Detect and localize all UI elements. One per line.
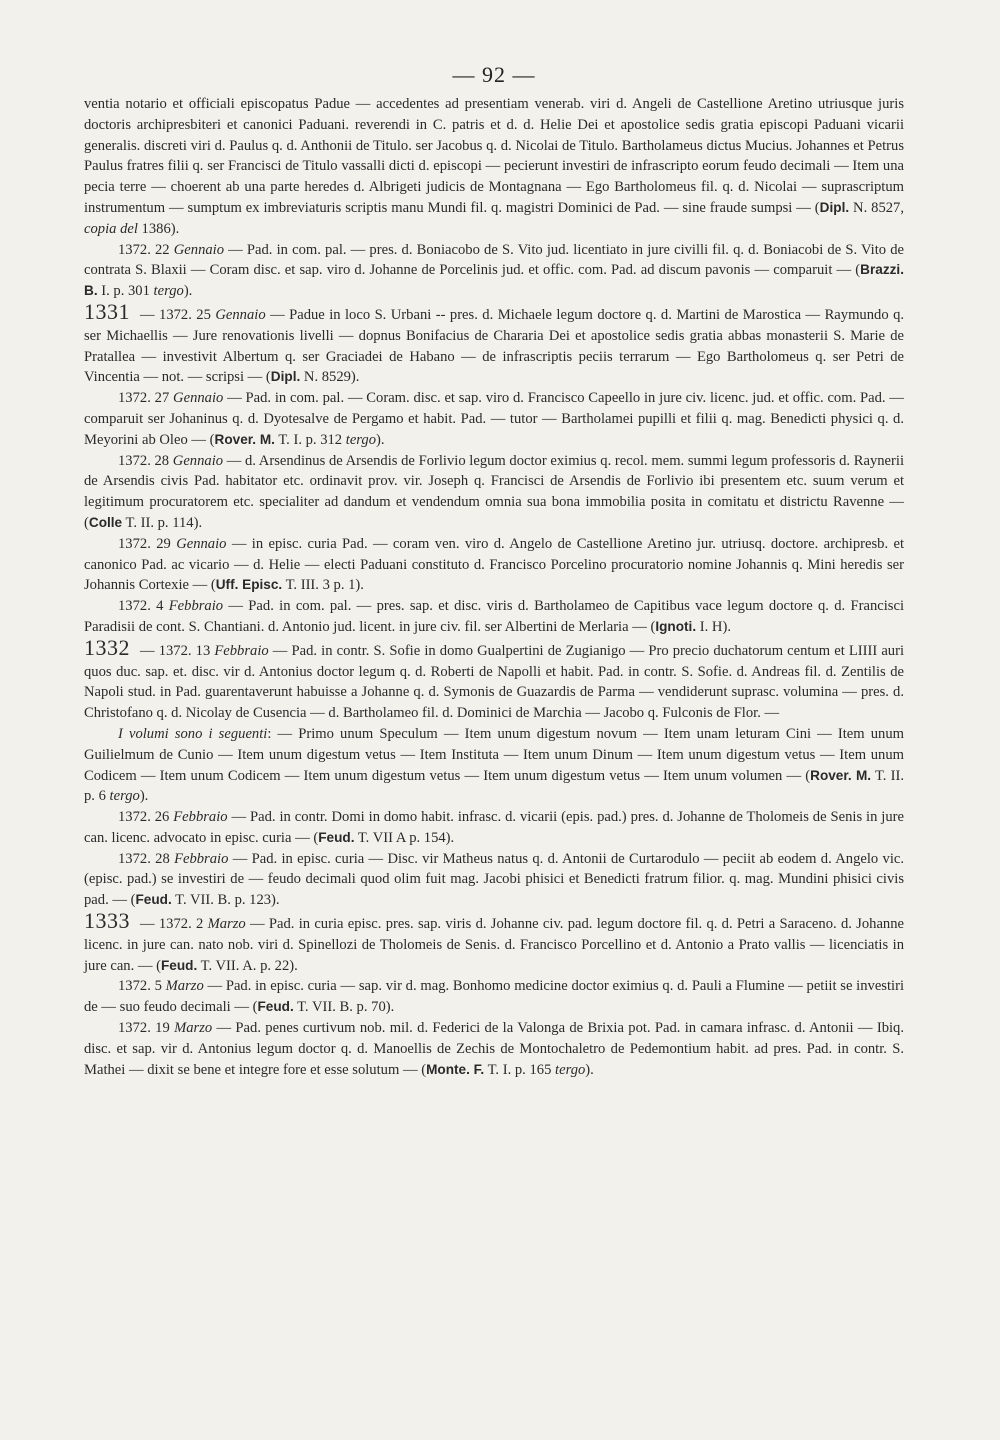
paragraph	[84, 976, 904, 1018]
text-run: ).	[183, 283, 193, 300]
paragraph	[84, 807, 904, 849]
text-run: 1372. 4	[118, 598, 169, 615]
italic-text: Febbraio	[214, 642, 269, 659]
paragraph	[84, 1018, 904, 1080]
italic-text: tergo	[345, 431, 377, 448]
text-run: ).	[376, 431, 385, 448]
paragraph	[84, 596, 904, 638]
document-number: 1333	[84, 908, 130, 934]
text-run: — Pad. in com. pal. — pres. sap. et disc. viris d. Bartholameo de Capitibus vace legum doctore q. d. Francisci Paradisii de cont. S. Chantiani. d. Antonio jud. licent. in jure civ. fil. ser Albertini de Merlaria — (	[84, 598, 904, 635]
text-run: — 1372. 25	[140, 306, 216, 323]
text-run: N. 8527,	[849, 199, 904, 216]
text-run: I. H).	[696, 618, 731, 635]
italic-text: Marzo	[165, 978, 204, 995]
italic-text: Febbraio	[168, 598, 224, 615]
numbered-entry	[84, 908, 904, 976]
text-run: — Pad. in com. pal. — Coram. disc. et sap. viro d. Francisco Capeello in jure civ. licenc. jud. et offic. com. Pad. — comparuit ser Johaninus q. d. Dyotesalve de Pergamo et habit. Pad. — tutor — Bartholamei pupilli et filii q. mag. Benedicti physici q. d. Meyorini ab Oleo — (	[84, 390, 904, 448]
archive-reference: Rover. M.	[214, 431, 275, 447]
archive-reference: Feud.	[161, 957, 198, 973]
italic-text: Gennaio	[172, 452, 224, 469]
text-run: — in episc. curia Pad. — coram ven. viro d. Angelo de Castellione Aretino jur. utriusq. doctore. archipresb. et canonico Pad. ac vicario — d. Helie — electi Paduani constituto d. Francisco Porcelino procuratorio nomine Johannis q. Mini heredis ser Johannis Cortexie — (	[84, 535, 904, 594]
archive-reference: Brazzi. B.	[84, 262, 904, 299]
italic-text: Gennaio	[173, 390, 224, 407]
text-run: — Pad. in curia episc. pres. sap. viris d. Johanne civ. pad. legum doctore fil. q. d. Petri a Saraceno. d. Johanne licenc. in jure can. nato nob. viri d. Spinellozi de Tholomeis de Senis. d. Francisco Porcellino et d. Antonio a Prato vallis — licenciatis in jure can. — (	[84, 916, 904, 974]
text-run: — 1372. 2	[140, 916, 208, 933]
text-run: 1372. 29	[118, 535, 177, 552]
text-run: ).	[585, 1061, 594, 1078]
archive-reference: Feud.	[135, 892, 172, 908]
paragraph	[84, 94, 904, 240]
italic-text: copia del	[84, 220, 138, 237]
text-run: T. I. p. 312	[274, 431, 346, 448]
archive-reference: Monte. F.	[426, 1061, 485, 1077]
document-number: 1332	[84, 634, 130, 660]
text-run: 1386).	[137, 220, 180, 237]
text-run: 1372. 28	[118, 452, 173, 469]
archive-reference: Dipl.	[819, 199, 850, 215]
italic-text: Marzo	[207, 916, 246, 933]
text-run: N. 8529).	[300, 369, 360, 386]
italic-text: Febbraio	[173, 809, 228, 826]
archive-reference: Rover. M.	[810, 767, 872, 783]
italic-text: I volumi sono i seguenti	[118, 725, 268, 742]
text-run: 1372. 28	[118, 850, 175, 867]
text-run: — Pad. in contr. S. Sofie in domo Gualpertini de Zugianigo — Pro precio duchatorum centum et LIIII auri quos duc. sap. et. disc. vir d. Antonius doctor legum q. d. Roberti de Napolli et habit. Pad. in contr. S. Sofie. d. Andreas fil. d. Zentilis de Napoli stud. in Pad. guarentaverunt habuisse a Johanne q. d. Symonis de Guazardis de Parma — vendiderunt suprasc. volumina — pres. d. Christofano q. d. Nicolay de Cusencia — d. Bartholameo fil. d. Dominici de Marchia — Jacobo q. Fulconis de Flor. —	[84, 642, 905, 722]
text-run: T. VII. B. p. 123).	[171, 892, 280, 909]
text-run: T. VII. A. p. 22).	[197, 957, 298, 974]
text-run: 1372. 19	[118, 1020, 175, 1037]
italic-text: Gennaio	[173, 241, 225, 258]
archive-reference: Feud.	[318, 829, 355, 845]
document-body	[84, 94, 904, 1080]
page-number: — 92 —	[452, 62, 536, 87]
archive-reference: Uff. Episc.	[215, 577, 283, 593]
text-run: — Pad. penes curtivum nob. mil. d. Federici de la Valonga de Brixia pot. Pad. in camara infrasc. d. Antonii — Ibiq. disc. et sap. vir d. Antonius legum doctor q. d. Manoellis de Zechis de Montochaletro de Pedemontium habit. ad pres. Pad. in contr. S. Mathei — dixit se bene et integre fore et esse solutum — (	[84, 1020, 904, 1078]
italic-text: Gennaio	[176, 535, 227, 552]
text-run: — Pad. in contr. Domi in domo habit. infrasc. d. vicarii (epis. pad.) pres. d. Johanne de Tholomeis de Senis in jure can. licenc. advocato in episc. curia — (	[84, 809, 904, 846]
archive-reference: Feud.	[257, 999, 294, 1015]
text-run: 1372. 27	[118, 390, 174, 407]
text-run: T. VII A p. 154).	[354, 829, 455, 846]
text-run: — Pad. in com. pal. — pres. d. Boniacobo de S. Vito jud. licentiato in jure civilli fil. q. d. Boniacobi de S. Vito de contrata S. Blaxii — Coram disc. et sap. viro d. Johanne de Porcelinis jud. et offic. com. Pad. ad discum pavonis — comparuit — (	[84, 241, 904, 279]
numbered-entry	[84, 298, 905, 388]
paragraph	[84, 849, 904, 911]
italic-text: Marzo	[174, 1020, 213, 1037]
document-number: 1331	[84, 298, 130, 324]
text-run: T. II. p. 6	[84, 767, 904, 805]
paragraph	[84, 388, 904, 450]
text-run: — d. Arsendinus de Arsendis de Forlivio legum doctor eximius q. recol. mem. summi legum professoris d. Raynerii de Arsendis civis Pad. habitator etc. ordinavit prov. vir. Joseph q. Francisci de Arsendis de Forlivio ibi presentem etc. suum verum et legitimum procuratorem etc. specialiter ad dandum et vendendum omnia sua bona immobilia posita in comitatu et districtu Ravenne — (	[84, 452, 905, 531]
numbered-entry	[84, 634, 905, 724]
italic-text: Gennaio	[215, 306, 266, 323]
text-run: — Pad. in episc. curia — sap. vir d. mag. Bonhomo medicine doctor eximius q. d. Pauli a Flumine — petiit se investiri de — suo feudo decimali — (	[84, 978, 904, 1016]
italic-text: tergo	[153, 283, 184, 300]
archive-reference: Colle	[88, 514, 123, 530]
paragraph	[84, 534, 904, 596]
text-run: T. I. p. 165	[484, 1061, 556, 1078]
archive-reference: Dipl.	[270, 369, 301, 385]
text-run: T. III. 3 p. 1).	[282, 577, 364, 594]
text-run: T. VII. B. p. 70).	[293, 999, 395, 1016]
italic-text: tergo	[555, 1061, 586, 1078]
text-run: — Pad. in episc. curia — Disc. vir Matheus natus q. d. Antonii de Curtarodulo — peciit ab eodem d. Angelo vic. (episc. pad.) se investiri de — feudo decimali quod olim fuit mag. Jacobi phisici et Benedicti fratrum filior. q. mag. Mundini phisici civis pad. — (	[84, 850, 905, 909]
text-run: ventia notario et officiali episcopatus Padue — accedentes ad presentiam venerab. viri d. Angeli de Castellione Aretino utriusque juris doctoris archipresbiteri et canonici Paduani. reverendi in C. patris et d. d. Helie Dei et apostolice sedis gratia episcopi Paduani vicarii generalis. discreti viri d. Paulus q. d. Anthonii de Titulo. ser Jacobus q. d. Nicolai de Titulo. Bartholameus dictus Mucius. Johannes et Petrus Paulus fratres filii q. ser Francisci de Titulo vassalli dicti d. episcopi — pecierunt investiri de infrascripto eorum feudo decimali — Item una pecia terre — choerent ab una parte heredes d. Albrigeti judicis de Montagnana — Ego Bartholomeus fil. q. d. Nicolai — suprascriptum instrumentum — sumptum ex imbreviaturis scriptis manu Mundi fil. q. magistri Dominici de Pad. — sine fraude sumpsi — (	[84, 96, 904, 216]
text-run: — 1372. 13	[140, 642, 215, 659]
text-run: 1372. 26	[118, 809, 174, 826]
italic-text: Febbraio	[174, 850, 229, 867]
paragraph	[84, 240, 904, 302]
archive-reference: Ignoti.	[655, 618, 697, 634]
text-run: I. p. 301	[97, 283, 154, 300]
text-run: — Padue in loco S. Urbani -- pres. d. Michaele legum doctore q. d. Martini de Marostica — Raymundo q. ser Michaellis — Jure renovationis livelli — dopnus Bonifacius de Chararia Dei et apostolice sedis gratia abbas monasterii S. Marie de Pratallea — investivit Albertum q. ser Graciadei de Habano — de infrascriptis peciis terrarum — Ego Bartholomeus q. ser Petri de Vincentia — not. — scripsi — (	[84, 306, 905, 386]
text-run: : — Primo unum Speculum — Item unum digestum novum — Item unam leturam Cini — Item unum Guilielmum de Cunio — Item unum digestum vetus — Item Institutа — Item unum Dinum — Item unum digestum vetus — Item unum Codicem — Item unum Codicem — Item unum digestum vetus — Item unum digestum vetus — Item unum volumen — (	[84, 725, 904, 784]
text-run: 1372. 5	[118, 978, 166, 995]
text-run: 1372. 22	[118, 241, 174, 258]
text-run: T. II. p. 114).	[122, 514, 203, 531]
italic-text: tergo	[109, 788, 140, 805]
text-run: ).	[139, 788, 149, 805]
paragraph	[84, 451, 904, 534]
paragraph	[84, 724, 904, 807]
